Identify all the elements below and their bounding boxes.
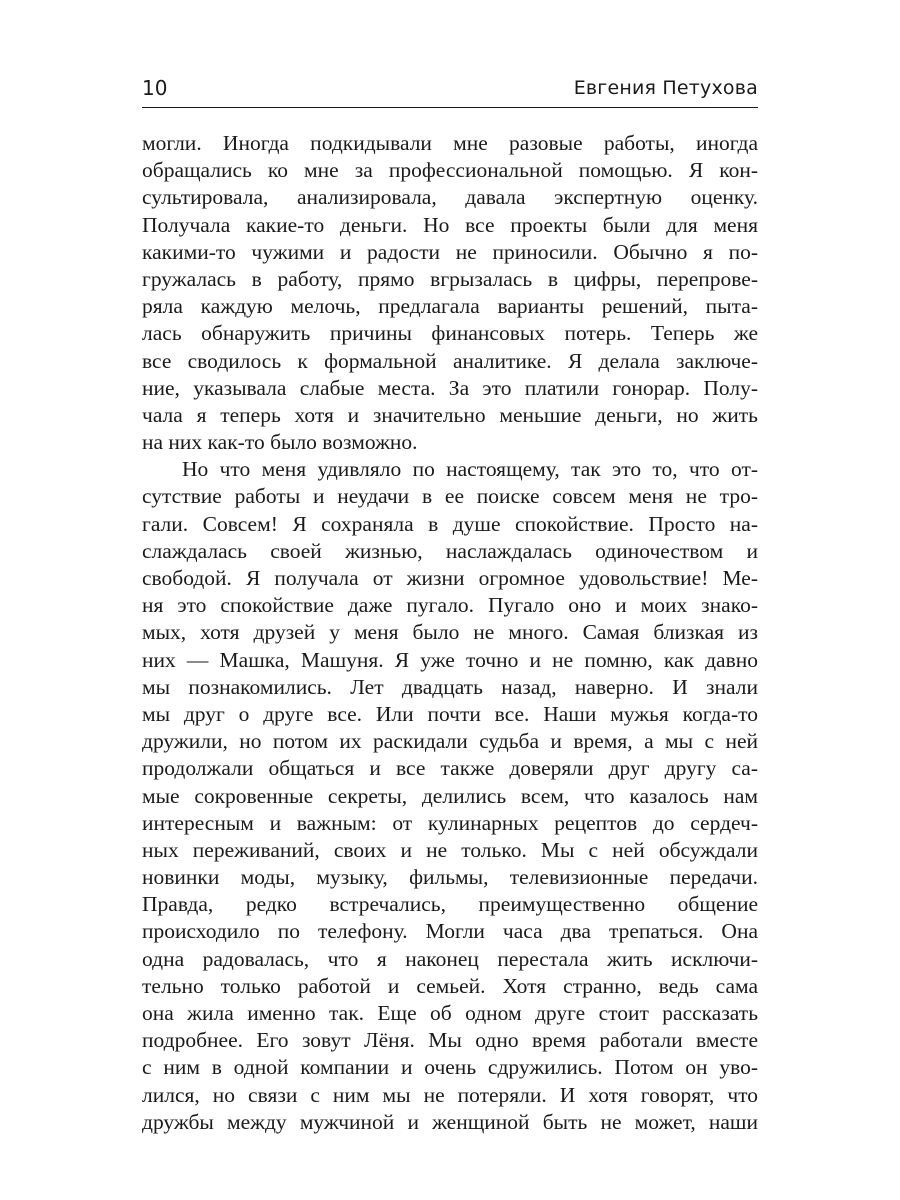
- text-line: какими-то чужими и радости не приносили. Обычно я по-: [142, 239, 758, 264]
- text-line: с ним в одной компании и очень сдружились. Потом он уво-: [142, 1055, 758, 1080]
- text-line: все сводилось к формальной аналитике. Я делала заключе-: [142, 348, 758, 373]
- text-line: гружалась в работу, прямо вгрызалась в цифры, перепрове-: [142, 266, 758, 291]
- text-line: сультировала, анализировала, давала экспертную оценку.: [142, 185, 758, 210]
- text-line: лась обнаружить причины финансовых потерь. Теперь же: [142, 321, 758, 346]
- text-line: дружбы между мужчиной и женщиной быть не может, наши: [142, 1109, 758, 1134]
- text-line: интересным и важным: от кулинарных рецептов до сердеч-: [142, 810, 758, 835]
- text-line: Правда, редко встречались, преимущественно общение: [142, 892, 758, 917]
- text-line: одна радовалась, что я наконец перестала жить исключи-: [142, 946, 758, 971]
- text-line: ных переживаний, своих и не только. Мы с ней обсуждали: [142, 837, 758, 862]
- text-line: ня это спокойствие даже пугало. Пугало оно и моих знако-: [142, 593, 758, 618]
- text-line: Получала какие-то деньги. Но все проекты были для меня: [142, 212, 758, 237]
- text-line: происходило по телефону. Могли часа два трепаться. Она: [142, 919, 758, 944]
- text-line: слаждалась своей жизнью, наслаждалась одиночеством и: [142, 538, 758, 563]
- text-line: мых, хотя друзей у меня было не много. Самая близкая из: [142, 620, 758, 645]
- page-header: [142, 74, 758, 104]
- text-line: свободой. Я получала от жизни огромное удовольствие! Ме-: [142, 566, 758, 590]
- text-line: подробнее. Его зовут Лёня. Мы одно время работали вместе: [142, 1028, 758, 1053]
- text-line: дружили, но потом их раскидали судьба и время, а мы с ней: [142, 729, 758, 754]
- text-line: них — Машка, Машуня. Я уже точно и не помню, как давно: [142, 647, 758, 672]
- text-line: она жила именно так. Еще об одном друге стоит рассказать: [142, 1001, 758, 1025]
- text-line: мы друг о друге все. Или почти все. Наши мужья когда-то: [142, 701, 758, 726]
- text-line: тельно только работой и семьей. Хотя странно, ведь сама: [142, 973, 758, 998]
- text-line: новинки моды, музыку, фильмы, телевизионные передачи.: [142, 865, 758, 890]
- header-rule: [142, 107, 758, 108]
- text-line: могли. Иногда подкидывали мне разовые работы, иногда: [142, 131, 758, 155]
- text-line: ние, указывала слабые места. За это платили гонорар. Полу-: [142, 375, 758, 400]
- text-line: мы познакомились. Лет двадцать назад, наверно. И знали: [142, 674, 758, 699]
- page-number: 10: [142, 76, 168, 100]
- text-line: лился, но связи с ним мы не потеряли. И хотя говорят, что: [142, 1082, 758, 1107]
- text-line: продолжали общаться и все также доверяли друг другу са-: [142, 756, 758, 781]
- paragraph-first-line: Но что меня удивляло по настоящему, так это то, что от-: [182, 457, 758, 482]
- paragraph-end-line: на них как-то было возможно.: [142, 430, 418, 455]
- text-line: обращались ко мне за профессиональной помощью. Я кон-: [142, 158, 758, 183]
- running-head-author: Евгения Петухова: [573, 77, 758, 99]
- text-line: чала я теперь хотя и значительно меньшие деньги, но жить: [142, 402, 758, 427]
- body-text: [142, 130, 758, 1136]
- text-line: ряла каждую мелочь, предлагала варианты решений, пыта-: [142, 294, 758, 319]
- text-line: мые сокровенные секреты, делились всем, что казалось нам: [142, 783, 758, 808]
- text-line: гали. Совсем! Я сохраняла в душе спокойствие. Просто на-: [142, 511, 758, 536]
- text-line: сутствие работы и неудачи в ее поиске совсем меня не тро-: [142, 484, 758, 509]
